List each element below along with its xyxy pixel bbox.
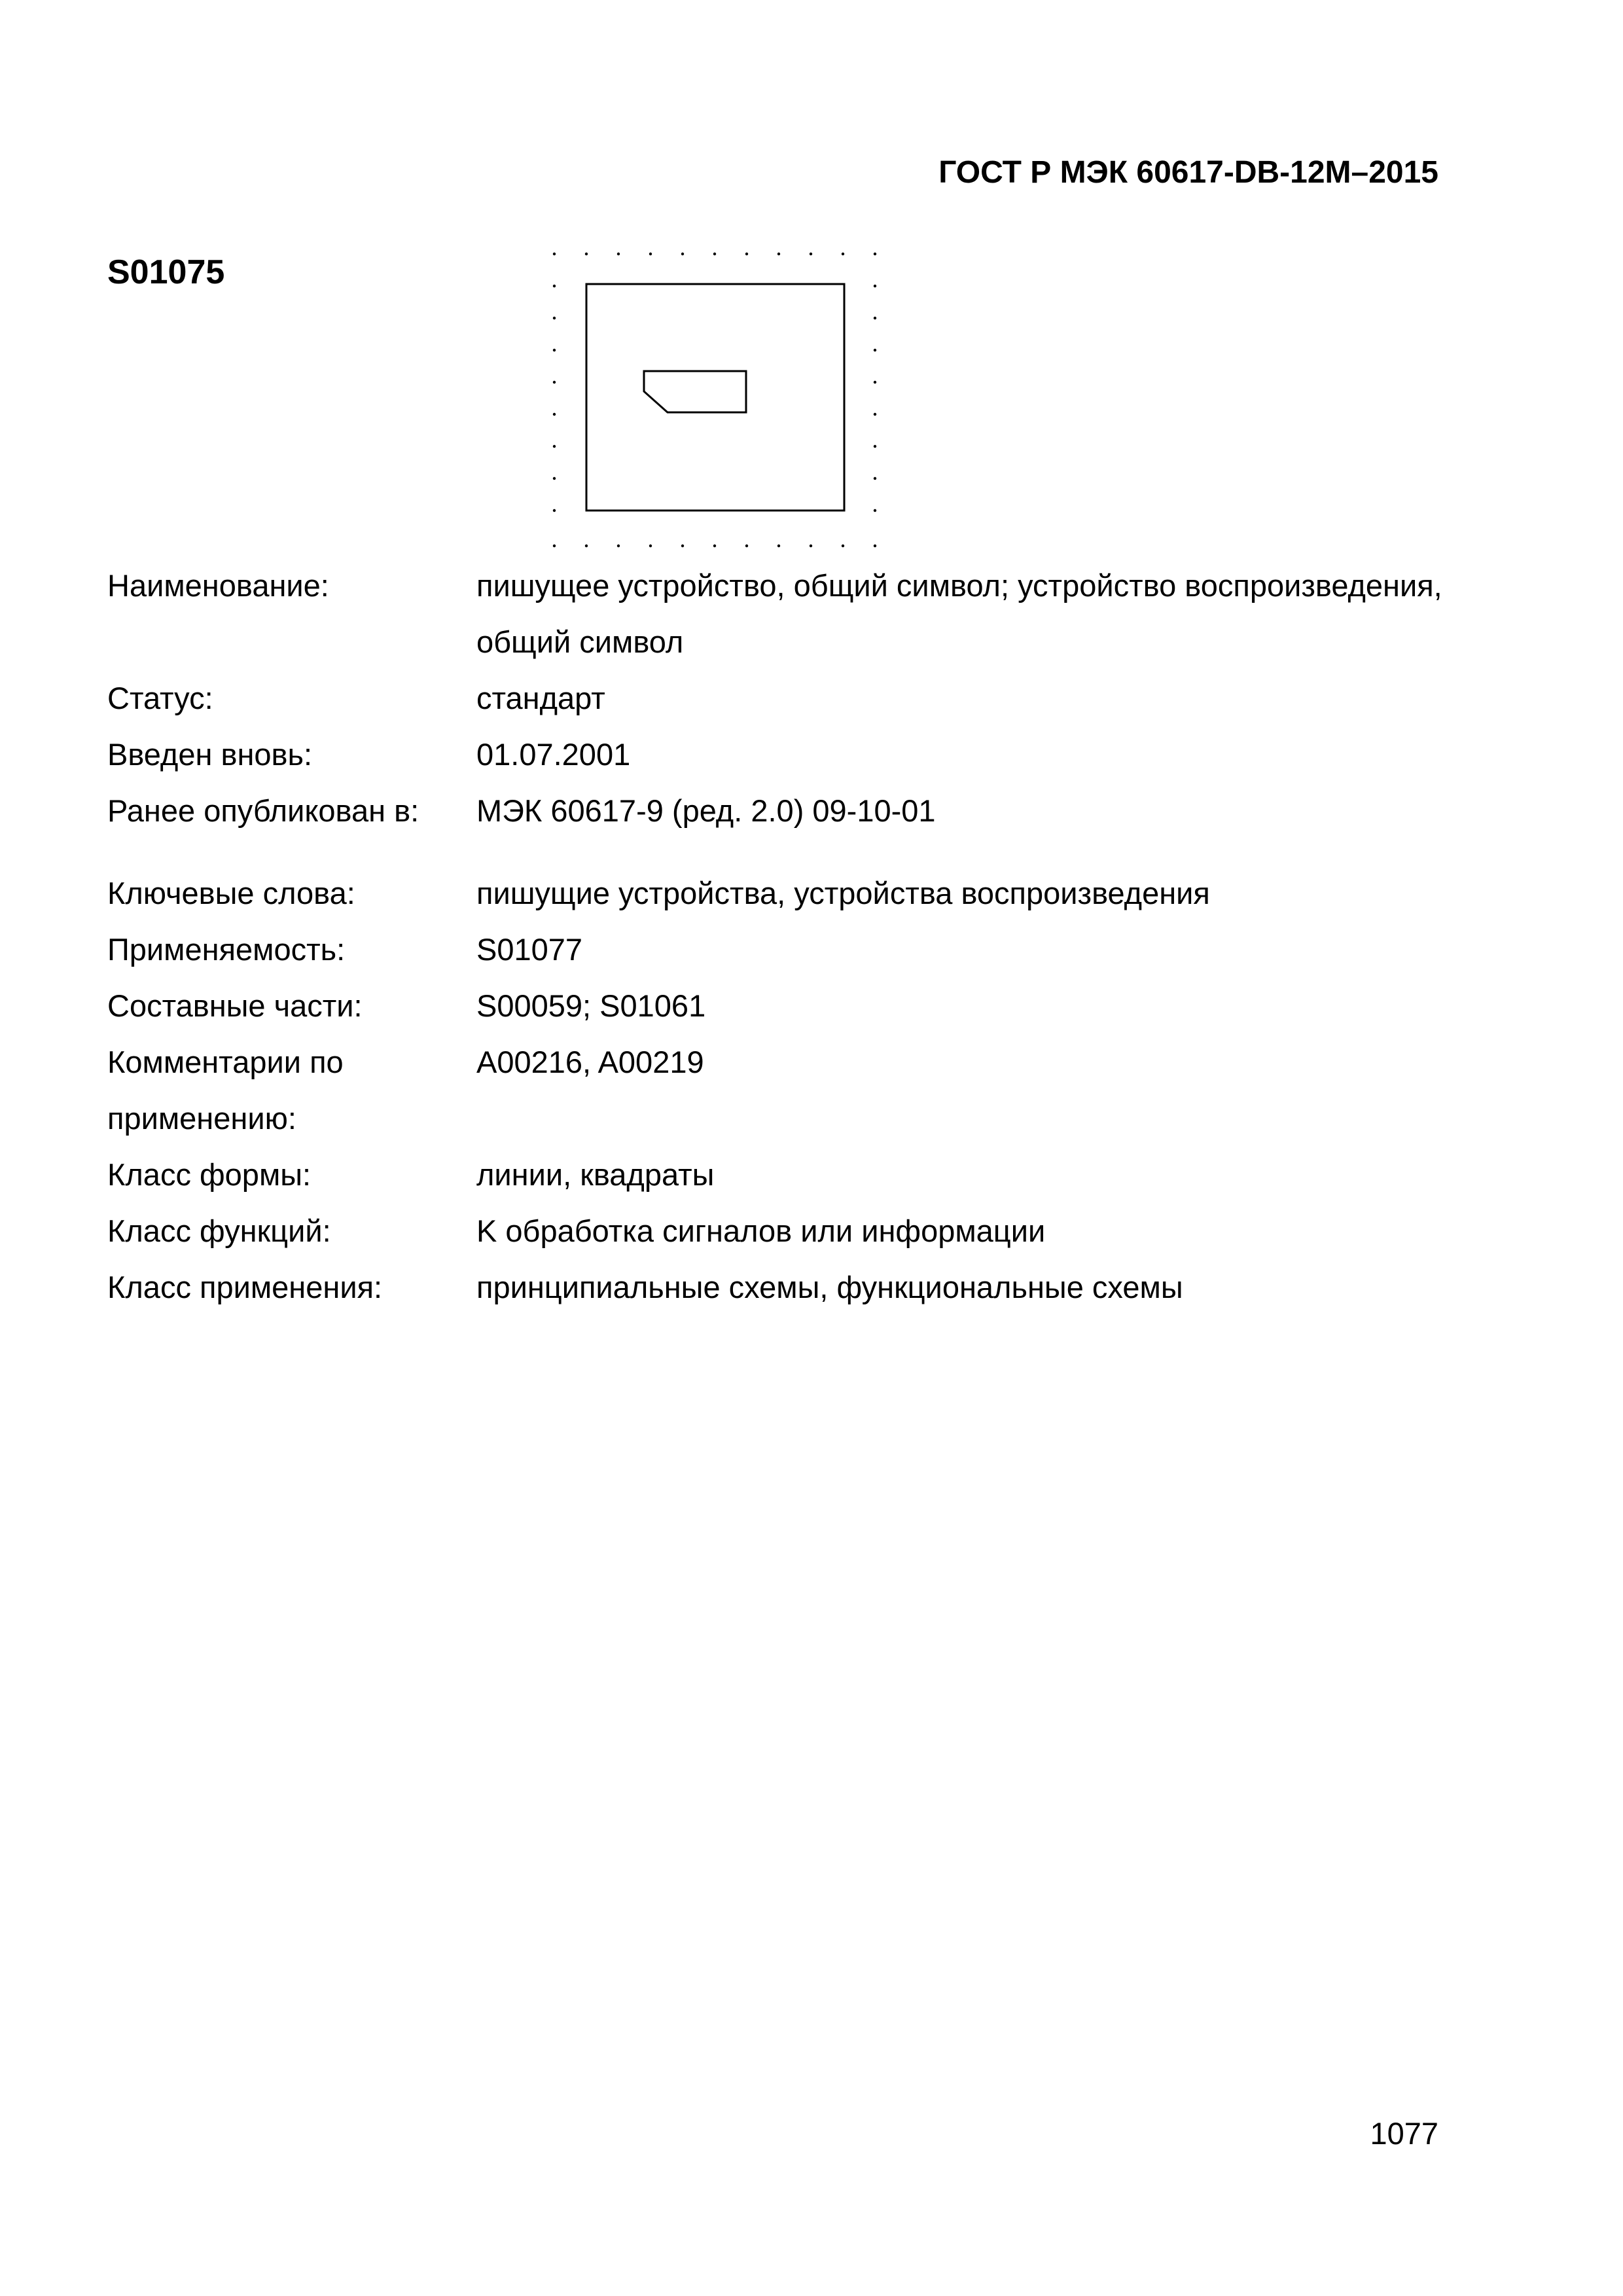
property-label: Применяемость: [107,932,346,967]
property-value: S00059; S01061 [476,988,706,1023]
property-row-application-notes [107,1034,1442,1147]
property-row-keywords [107,865,1442,922]
recording-device-symbol-icon [537,242,890,556]
property-row-application-class [107,1259,1442,1316]
property-row-shape-class [107,1147,1442,1203]
property-label: Класс формы: [107,1157,312,1192]
standard-code: ГОСТ Р МЭК 60617-DB-12M–2015 [938,155,1438,190]
property-list [107,558,1442,1316]
property-row-status [107,670,1442,726]
property-row-components [107,978,1442,1034]
property-label: Составные части: [107,988,363,1023]
property-value: МЭК 60617-9 (ред. 2.0) 09-10-01 [476,793,936,828]
property-value: принципиальные схемы, функциональные схемы [476,1270,1183,1304]
property-label: Комментарии по применению: [107,1045,344,1136]
property-row-function-class [107,1203,1442,1259]
property-label: Наименование: [107,568,329,603]
property-row-previously-published [107,783,1442,839]
property-label: Класс функций: [107,1213,331,1248]
property-value: линии, квадраты [476,1157,715,1192]
property-label: Ранее опубликован в: [107,793,419,828]
property-value: стандарт [476,681,605,715]
symbol-outer-square [586,284,844,511]
property-label: Ключевые слова: [107,876,355,910]
property-label: Введен вновь: [107,737,313,772]
property-row-applicability [107,922,1442,978]
page-number: 1077 [1370,2116,1438,2151]
property-value: K обработка сигналов или информации [476,1213,1046,1248]
property-value: 01.07.2001 [476,737,631,772]
symbol-grid-dots [553,253,876,547]
symbol-pen-shape [644,371,746,412]
symbol-id: S01075 [107,253,225,291]
property-value: S01077 [476,932,583,967]
property-value: пишущие устройства, устройства воспроизведения [476,876,1210,910]
property-label: Статус: [107,681,213,715]
property-value: пишущее устройство, общий символ; устройство воспроизведения, общий символ [476,568,1442,659]
property-row-name [107,558,1442,670]
property-row-introduced [107,726,1442,783]
property-value: A00216, A00219 [476,1045,704,1079]
property-label: Класс применения: [107,1270,383,1304]
